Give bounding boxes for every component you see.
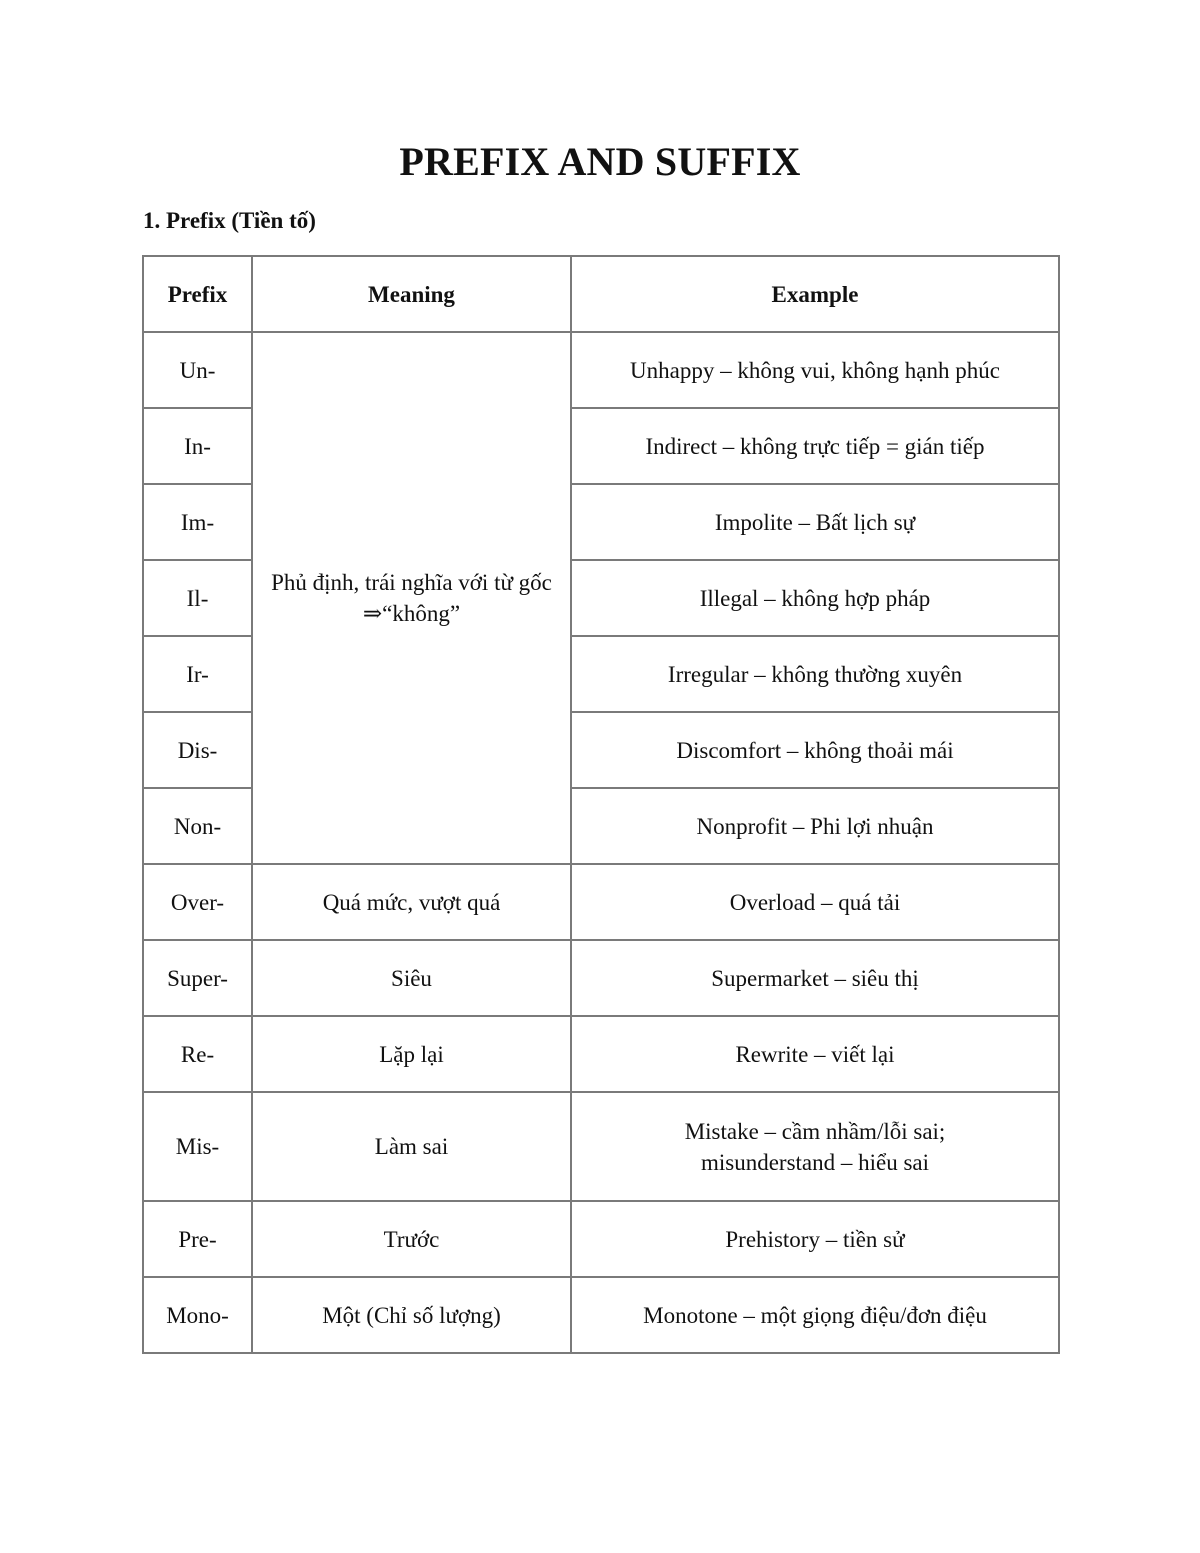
meaning-cell: Siêu [252,940,571,1016]
table-row [143,1201,1059,1277]
prefix-cell: Over- [143,864,252,940]
meaning-cell: Quá mức, vượt quá [252,864,571,940]
example-cell: Prehistory – tiền sử [571,1201,1059,1277]
example-cell: Rewrite – viết lại [571,1016,1059,1092]
meaning-cell: Làm sai [252,1092,571,1201]
table-row [143,940,1059,1016]
section-heading-prefix: 1. Prefix (Tiền tố) [143,208,316,233]
prefix-cell: Pre- [143,1201,252,1277]
prefix-cell: Un- [143,332,252,408]
prefix-cell: Ir- [143,636,252,712]
example-cell: Supermarket – siêu thị [571,940,1059,1016]
prefix-cell: Mis- [143,1092,252,1201]
prefix-cell: Re- [143,1016,252,1092]
table-row [143,864,1059,940]
prefix-cell: Il- [143,560,252,636]
table-row [143,332,1059,408]
header-prefix: Prefix [143,256,252,332]
example-cell: Monotone – một giọng điệu/đơn điệu [571,1277,1059,1353]
example-cell: Overload – quá tải [571,864,1059,940]
table-header-row [143,256,1059,332]
meaning-cell: Trước [252,1201,571,1277]
example-cell: Impolite – Bất lịch sự [571,484,1059,560]
meaning-cell: Lặp lại [252,1016,571,1092]
example-cell: Unhappy – không vui, không hạnh phúc [571,332,1059,408]
table-row [143,1277,1059,1353]
prefix-cell: Im- [143,484,252,560]
example-cell [571,1092,1059,1201]
page-title: PREFIX AND SUFFIX [399,139,801,184]
prefix-cell: Super- [143,940,252,1016]
header-meaning: Meaning [252,256,571,332]
table-row [143,1092,1059,1201]
prefix-cell: In- [143,408,252,484]
example-cell: Indirect – không trực tiếp = gián tiếp [571,408,1059,484]
prefix-cell: Non- [143,788,252,864]
example-cell: Discomfort – không thoải mái [571,712,1059,788]
prefix-cell: Mono- [143,1277,252,1353]
prefix-cell: Dis- [143,712,252,788]
table-row [143,1016,1059,1092]
meaning-cell: Một (Chỉ số lượng) [252,1277,571,1353]
merged-meaning-cell: Phủ định, trái nghĩa với từ gốc ⇒“không” [252,332,571,864]
example-line: misunderstand – hiểu sai [700,1149,930,1175]
header-example: Example [571,256,1059,332]
example-line: Mistake – cầm nhầm/lỗi sai; [684,1118,946,1144]
example-cell: Irregular – không thường xuyên [571,636,1059,712]
example-cell: Illegal – không hợp pháp [571,560,1059,636]
prefix-table [142,255,1060,1354]
example-cell: Nonprofit – Phi lợi nhuận [571,788,1059,864]
